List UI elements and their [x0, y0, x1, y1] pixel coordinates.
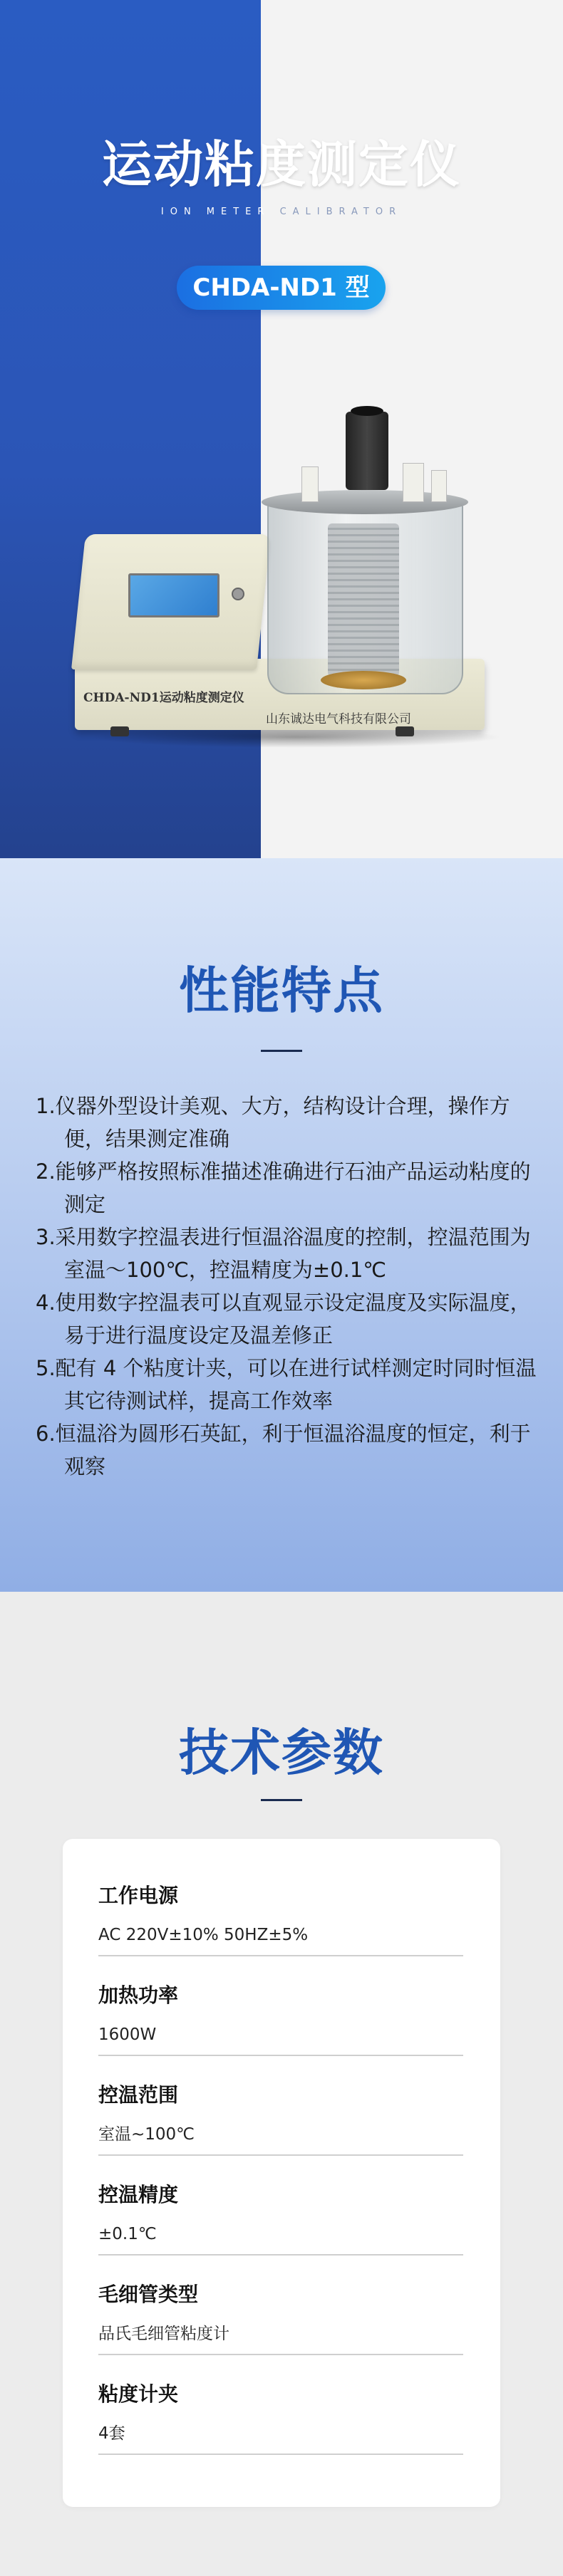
spec-name: 粘度计夹: [98, 2382, 179, 2406]
spec-name: 加热功率: [98, 1983, 179, 2007]
feature-item: 3.采用数字控温表进行恒温浴温度的控制，控温范围为室温～100℃，控温精度为±0.1℃: [36, 1225, 531, 1282]
subtitle-left: ION METER: [160, 207, 280, 217]
device-company-label: 山东诚达电气科技有限公司: [266, 712, 411, 726]
device-bottom-disc: [321, 671, 406, 689]
device-foot: [110, 726, 129, 736]
features-title: 性能特点: [179, 961, 384, 1020]
features-title-divider: [261, 1050, 302, 1052]
spec-row: [98, 2181, 463, 2256]
spec-name: 工作电源: [98, 1884, 179, 1907]
specs-section: [0, 1592, 563, 2576]
spec-name: 控温范围: [98, 2083, 179, 2107]
device-foot: [396, 726, 414, 736]
viscometer-holder: [301, 466, 319, 502]
subtitle-right: CALIBRATOR: [279, 207, 403, 217]
spec-value: 4套: [98, 2424, 125, 2443]
viscometer-holder: [431, 470, 447, 502]
device-inner-tube: [328, 523, 399, 677]
device-screen: [128, 573, 219, 617]
features-section: [0, 858, 563, 1592]
hero-banner: [0, 0, 563, 858]
spec-value: 1600W: [98, 2025, 157, 2044]
spec-row: [98, 2280, 463, 2355]
features-list: [36, 1090, 542, 1483]
spec-value: AC 220V±10% 50HZ±5%: [98, 1926, 309, 1944]
spec-row: [98, 1981, 463, 2056]
device-model-label: CHDA-ND1运动粘度测定仪: [83, 691, 244, 705]
device-motor: [346, 412, 388, 490]
spec-name: 控温精度: [98, 2183, 179, 2206]
feature-item: 1.仪器外型设计美观、大方，结构设计合理，操作方便，结果测定准确: [36, 1094, 510, 1151]
feature-item: 4.使用数字控温表可以直观显示设定温度及实际温度，易于进行温度设定及温差修正: [36, 1290, 531, 1347]
spec-row: [98, 2081, 463, 2156]
product-subtitle: [0, 207, 563, 217]
device-motor-cap: [351, 406, 383, 416]
spec-row: [98, 2380, 463, 2455]
feature-item: 5.配有 4 个粘度计夹，可以在进行试样测定时同时恒温其它待测试样，提高工作效率: [36, 1356, 537, 1413]
spec-value: 室温~100℃: [98, 2125, 195, 2144]
feature-item: 6.恒温浴为圆形石英缸，利于恒温浴温度的恒定，利于观察: [36, 1422, 531, 1479]
specs-title: 技术参数: [179, 1724, 384, 1782]
viscometer-holder: [403, 463, 424, 502]
device-knob: [232, 588, 244, 600]
spec-value: ±0.1℃: [98, 2225, 157, 2243]
model-badge: CHDA-ND1 型: [177, 266, 386, 310]
spec-value: 品氏毛细管粘度计: [98, 2325, 229, 2343]
spec-name: 毛细管类型: [98, 2283, 199, 2306]
specs-card: [63, 1839, 500, 2507]
product-title: 运动粘度测定仪: [102, 135, 461, 194]
feature-item: 2.能够严格按照标准描述准确进行石油产品运动粘度的测定: [36, 1159, 531, 1216]
specs-title-divider: [261, 1799, 302, 1801]
device-illustration: [68, 406, 495, 762]
spec-row: [98, 1882, 463, 1956]
